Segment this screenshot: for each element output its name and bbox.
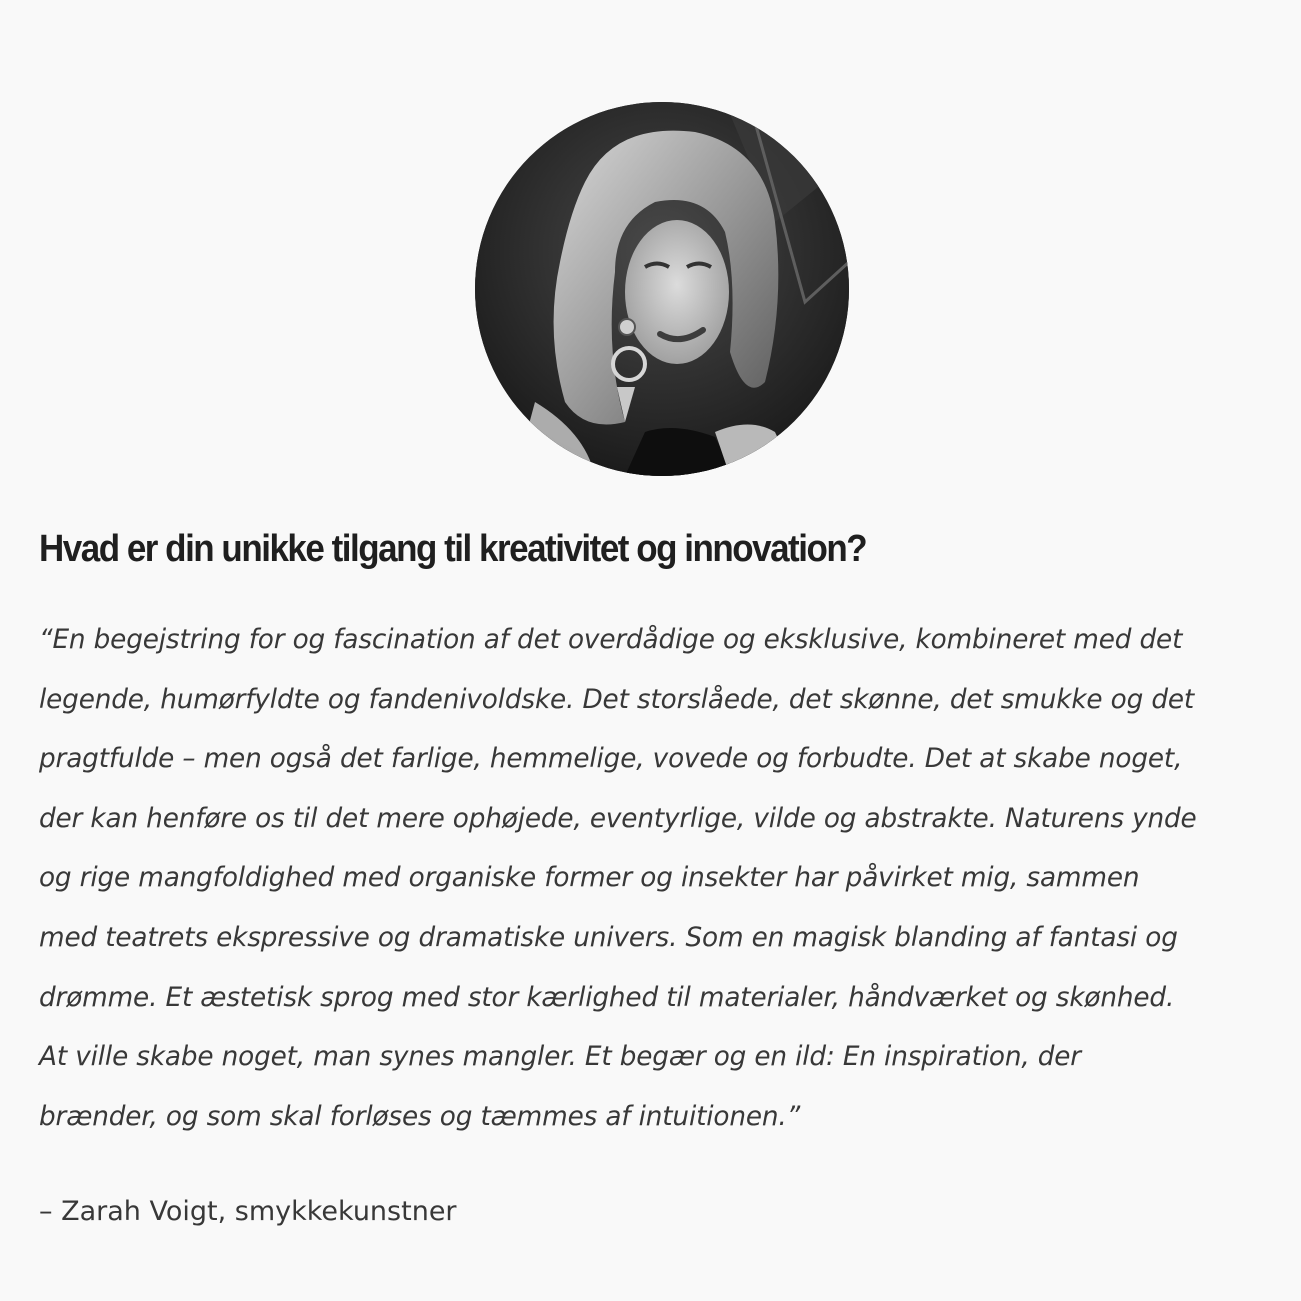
quote-line: og rige mangfoldighed med organiske former og insekter har påvirket mig, sammen: [39, 862, 1140, 894]
quote-line: “En begejstring for og fascination af det overdådige og eksklusive, kombineret med det: [39, 624, 1183, 655]
portrait-photo: [475, 102, 849, 476]
quote-line: legende, humørfyldte og fandenivoldske. Det storslåede, det skønne, det smukke og det: [39, 683, 1195, 715]
quote-block: [39, 610, 1279, 1146]
quote-line: drømme. Et æstetisk sprog med stor kærlighed til materialer, håndværket og skønhed.: [39, 981, 1175, 1013]
quote-line: brænder, og som skal forløses og tæmmes af intuitionen.”: [39, 1100, 801, 1132]
quote-attribution: – Zarah Voigt, smykkekunstner: [39, 1196, 457, 1227]
quote-line: At ville skabe noget, man synes mangler. Et begær og en ild: En inspiration, der: [39, 1041, 1081, 1073]
quote-line: der kan henføre os til det mere ophøjede, eventyrlige, vilde og abstrakte. Naturens ynde: [39, 802, 1197, 834]
page-heading: Hvad er din unikke tilgang til kreativitet og innovation?: [39, 528, 867, 570]
quote-line: pragtfulde – men også det farlige, hemmelige, vovede og forbudte. Det at skabe noget,: [39, 743, 1183, 775]
quote-line: med teatrets ekspressive og dramatiske univers. Som en magisk blanding af fantasi og: [39, 921, 1178, 953]
